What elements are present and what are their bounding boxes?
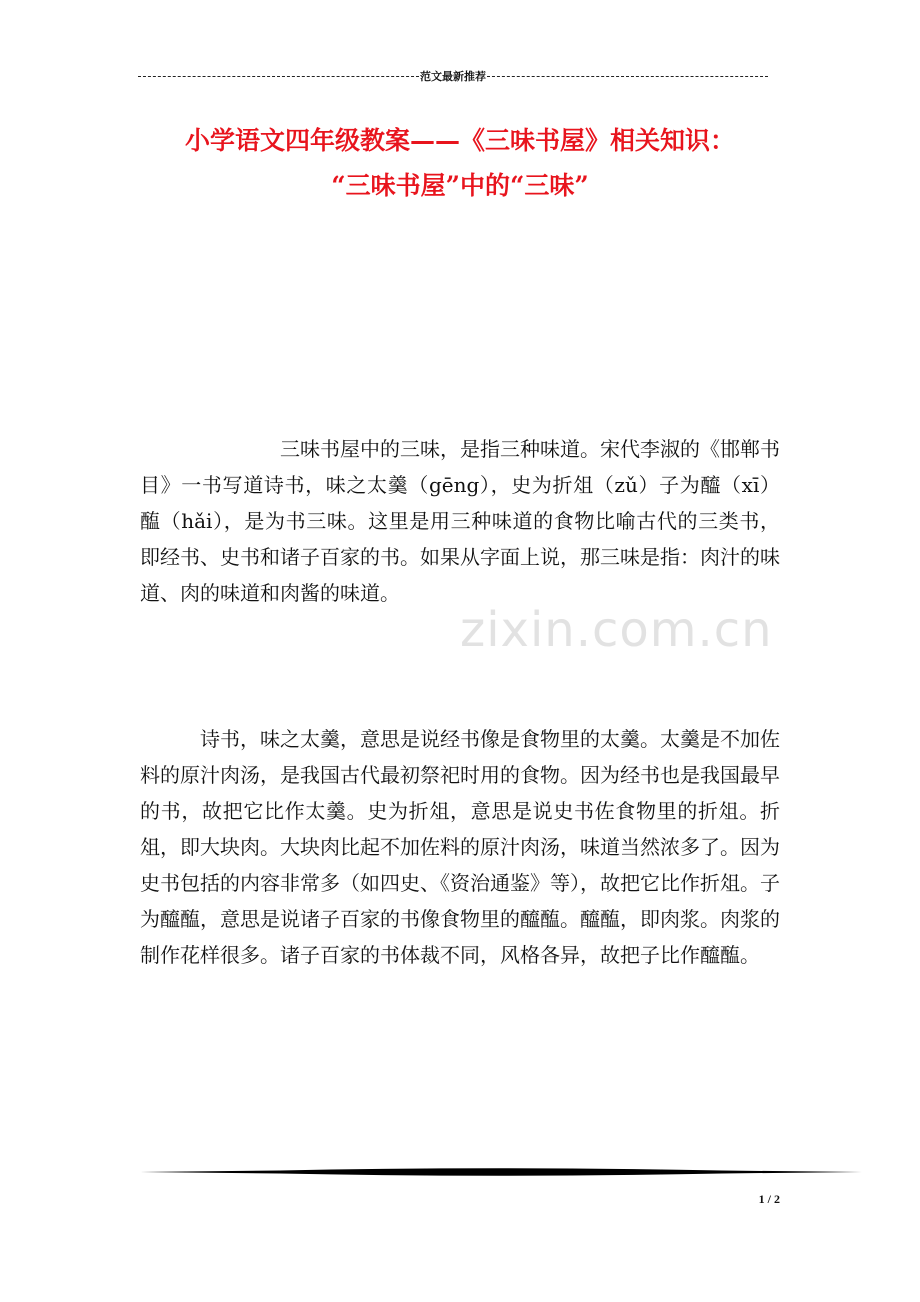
document-title — [60, 118, 860, 208]
page-header — [138, 66, 768, 86]
watermark: zixin.com.cn — [460, 602, 773, 658]
header-label: 范文最新推荐 — [420, 70, 486, 83]
paragraph-2: 诗书，味之太羹，意思是说经书像是食物里的太羹。太羹是不加佐料的原汁肉汤，是我国古代最初祭祀时用的食物。因为经书也是我国最早的书，故把它比作太羹。史为折俎，意思是说史书佐食物里的折俎。折俎，即大块肉。大块肉比起不加佐料的原汁肉汤，味道当然浓多了。因为史书包括的内容非常多（如四史、《资治通鉴》等），故把它比作折俎。子为醯醢，意思是说诸子百家的书像食物里的醯醢。醯醢，即肉浆。肉浆的制作花样很多。诸子百家的书体裁不同，风格各异，故把子比作醯醢。 — [140, 727, 780, 967]
title-line-2: “三味书屋”中的“三味” — [331, 171, 589, 200]
header-dash-left — [138, 76, 419, 77]
header-dash-right — [487, 76, 768, 77]
footer-rule — [140, 1165, 862, 1179]
page-number: 1 / 2 — [758, 1192, 780, 1206]
title-line-1: 小学语文四年级教案——《三味书屋》相关知识： — [184, 126, 735, 155]
paragraph-1: 三味书屋中的三味，是指三种味道。宋代李淑的《邯郸书目》一书写道诗书，味之太羹（gēng），史为折俎（zǔ）子为醯（xī）醢（hǎi），是为书三味。这里是用三种味道的食物比喻古代的三类书，即经书、史书和诸子百家的书。如果从字面上说，那三味是指：肉汁的味道、肉的味道和肉酱的味道。 — [140, 437, 780, 605]
